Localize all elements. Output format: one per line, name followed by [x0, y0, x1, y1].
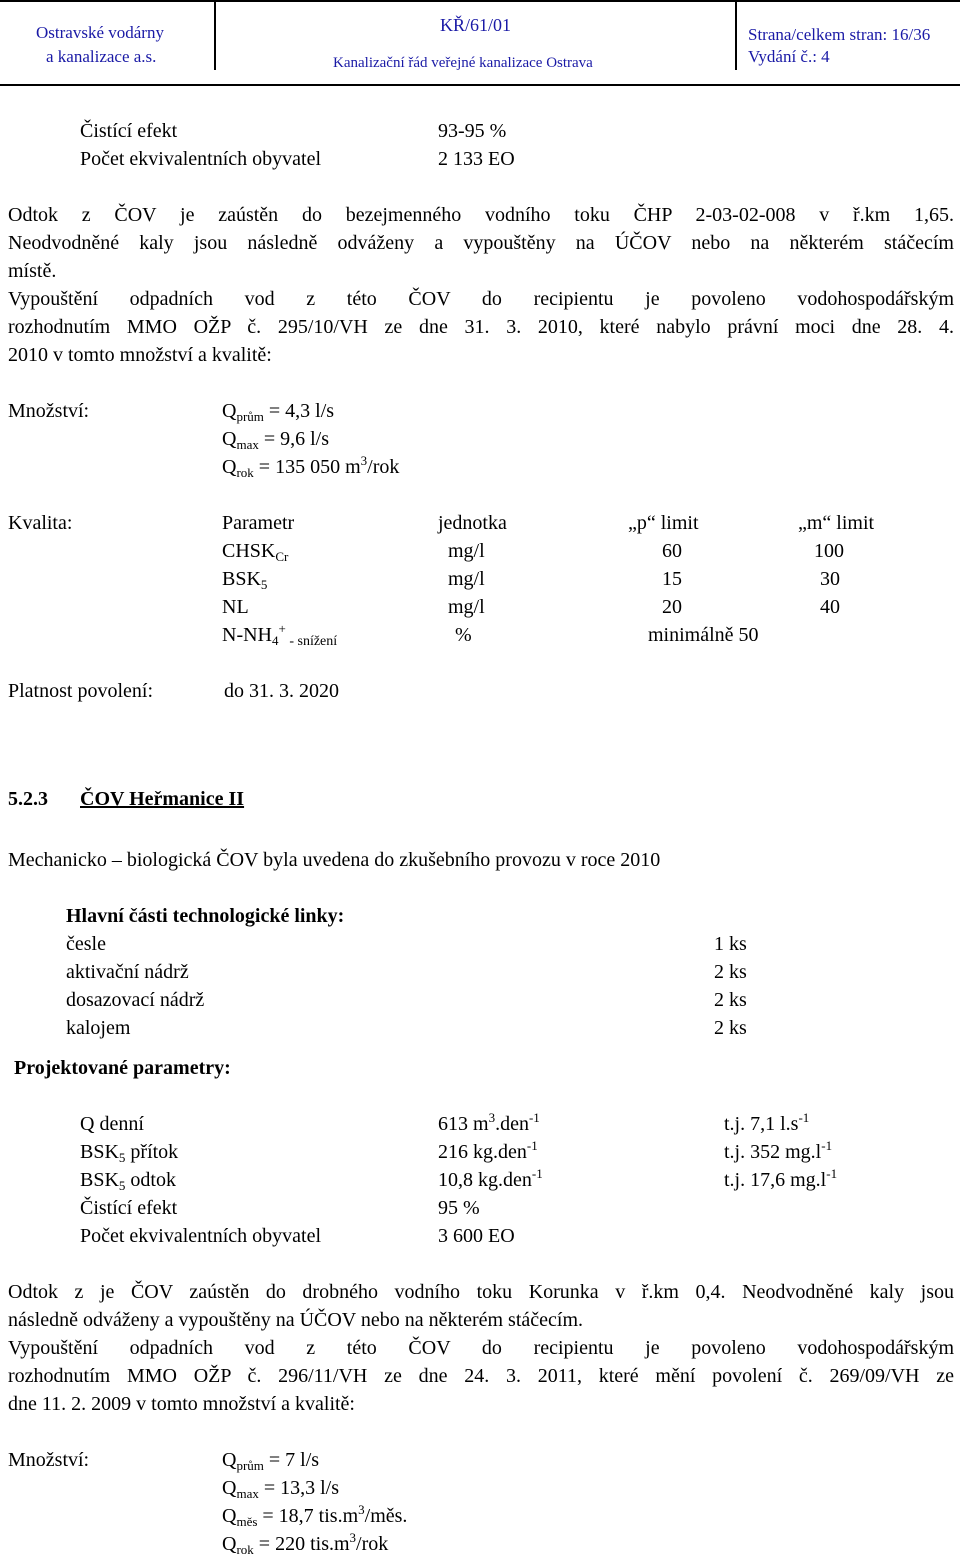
flow-average: $Q_{prům} = 7$ l/s	[222, 1449, 320, 1473]
paragraph-line: Odtok z je ČOV zaústěn do drobného vodního toku Korunka v ř.km 0,4. Neodvodněné kaly jsou	[8, 1281, 954, 1303]
edition-number: Vydání č.: 4	[748, 47, 830, 66]
part-name: dosazovací nádrž	[66, 989, 205, 1011]
flow-max: $Q_{max} = 13,3$ l/s	[222, 1477, 340, 1501]
part-name: kalojem	[66, 1017, 131, 1039]
part-count: 1 ks	[714, 933, 747, 955]
company-name-line2: a kanalizace a.s.	[46, 47, 157, 66]
paragraph-line: Neodvodněné kaly jsou následně odváženy a vypouštěny na ÚČOV nebo na některém stáčecím	[8, 232, 954, 254]
company-name-line1: Ostravské vodárny	[36, 23, 164, 42]
paragraph-line: rozhodnutím MMO OŽP č. 295/10/VH ze dne 31. 3. 2010, které nabylo právní moci dne 28. 4.	[8, 316, 954, 338]
validity-label: Platnost povolení:	[8, 680, 153, 702]
doc-title: Kanalizační řád veřejné kanalizace Ostrava	[333, 55, 593, 71]
flow-year: $Q_{rok} = 220$ $tis.m^3$/rok	[222, 1530, 389, 1557]
doc-code: KŘ/61/01	[440, 15, 512, 35]
quantity-label: Množství:	[8, 1449, 90, 1471]
parts-heading: Hlavní části technologické linky:	[66, 905, 345, 927]
flow-max: $Q_{max} = 9,6$ l/s	[222, 428, 330, 452]
part-count: 2 ks	[714, 961, 747, 983]
validity-value: do 31. 3. 2020	[224, 680, 339, 702]
flow-month: $Q_{měs} = 18,7$ $tis.m^3$/měs.	[222, 1502, 408, 1529]
quality-label: Kvalita:	[8, 512, 73, 534]
param-label: Počet ekvivalentních obyvatel	[80, 148, 322, 170]
quality-col-param: Parametr	[222, 512, 295, 534]
part-count: 2 ks	[714, 989, 747, 1011]
section-number: 5.2.3	[8, 788, 48, 810]
paragraph-line: 2010 v tomto množství a kvalitě:	[8, 344, 272, 366]
param-value: 93-95 %	[438, 120, 507, 142]
paragraph-line: rozhodnutím MMO OŽP č. 296/11/VH ze dne 24. 3. 2011, které mění povolení č. 269/09/VH ze	[8, 1365, 954, 1387]
part-name: česle	[66, 933, 106, 955]
part-name: aktivační nádrž	[66, 961, 189, 983]
flow-average: $Q_{prům} = 4,3$ l/s	[222, 400, 335, 424]
flow-year: $Q_{rok} = 135$ 050 $m^3$/rok	[222, 453, 400, 480]
quality-col-unit: jednotka	[438, 512, 507, 534]
header-top-rule	[0, 0, 960, 2]
param-label: Čistící efekt	[80, 120, 178, 142]
section-title: ČOV Heřmanice II	[80, 788, 245, 810]
header-divider	[214, 0, 216, 70]
paragraph-line: Odtok z ČOV je zaústěn do bezejmenného vodního toku ČHP 2-03-02-008 v ř.km 1,65.	[8, 204, 954, 226]
paragraph-line: Vypouštění odpadních vod z této ČOV do recipientu je povoleno vodohospodářským	[8, 1337, 954, 1359]
paragraph-line: Vypouštění odpadních vod z této ČOV do recipientu je povoleno vodohospodářským	[8, 288, 954, 310]
projected-params-heading: Projektované parametry:	[14, 1057, 231, 1079]
quantity-label: Množství:	[8, 400, 90, 422]
part-count: 2 ks	[714, 1017, 747, 1039]
header-divider	[735, 0, 737, 70]
paragraph-line: dne 11. 2. 2009 v tomto množství a kvalitě:	[8, 1393, 355, 1415]
paragraph-line: místě.	[8, 260, 57, 282]
quality-col-p-limit: „p“ limit	[628, 512, 699, 534]
quality-col-m-limit: „m“ limit	[798, 512, 875, 534]
header-bottom-rule	[0, 84, 960, 86]
intro-text: Mechanicko – biologická ČOV byla uvedena do zkušebního provozu v roce 2010	[8, 849, 661, 871]
paragraph-line: následně odváženy a vypouštěny na ÚČOV nebo na některém stáčecím.	[8, 1309, 583, 1331]
page-info: Strana/celkem stran: 16/36	[748, 25, 931, 44]
param-value: 2 133 EO	[438, 148, 515, 170]
